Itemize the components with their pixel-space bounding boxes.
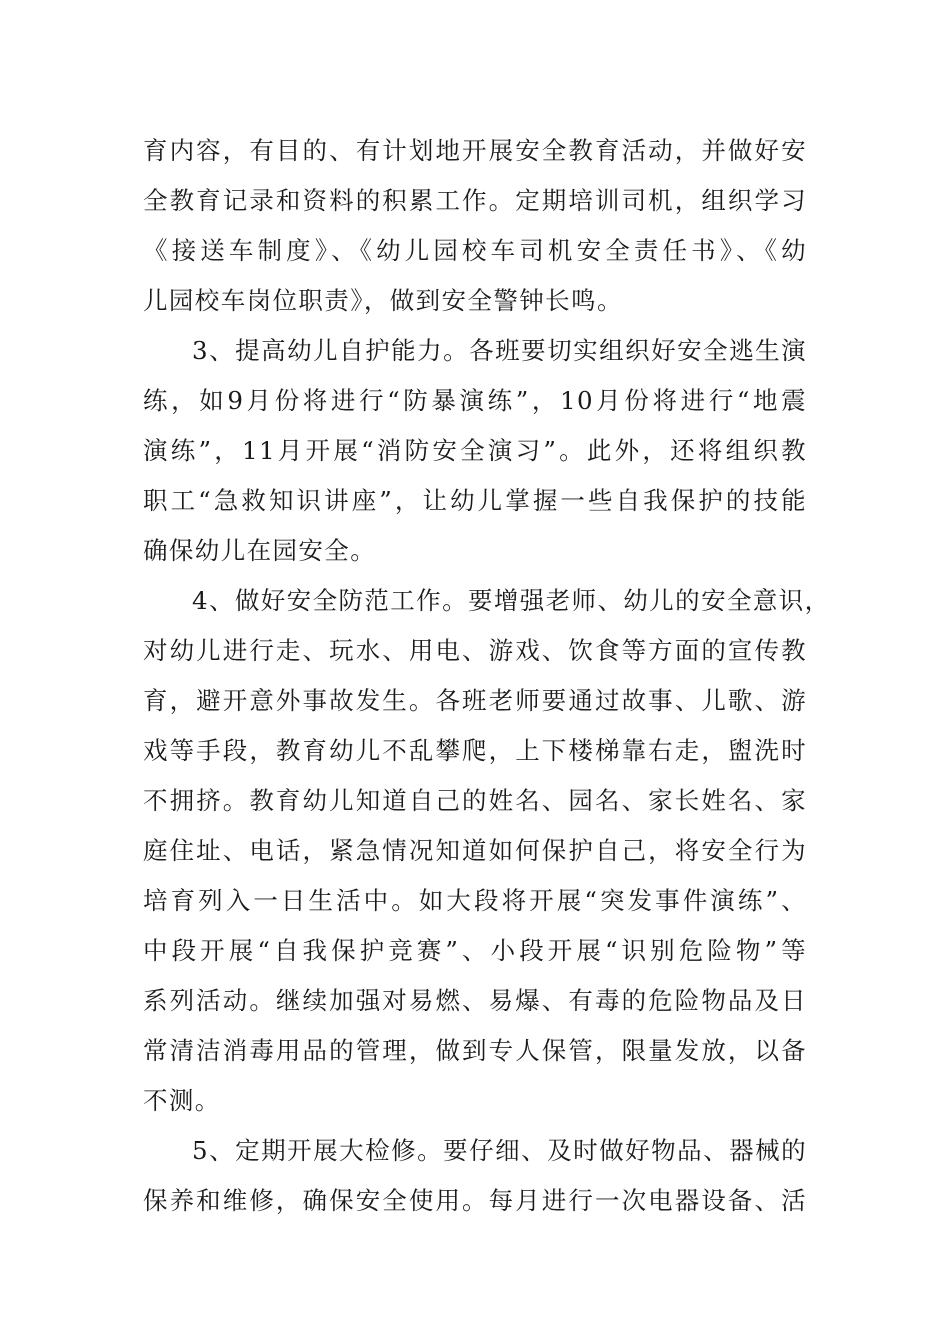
text-line: 不拥挤。教育幼儿知道自己的姓名、园名、家长姓名、家 [143, 786, 807, 815]
text-line: 培育列入一日生活中。如大段将开展“突发事件演练”、 [143, 886, 807, 915]
text-line: 练，如9月份将进行“防暴演练”，10月份将进行“地震 [143, 386, 807, 415]
text-line: 保养和维修，确保安全使用。每月进行一次电器设备、活 [143, 1186, 807, 1215]
text-line: 儿园校车岗位职责》，做到安全警钟长鸣。 [143, 286, 623, 315]
text-line: 4、做好安全防范工作。要增强老师、幼儿的安全意识， [192, 586, 831, 615]
text-line: 《接送车制度》、《幼儿园校车司机安全责任书》、《幼 [143, 236, 807, 265]
text-line: 育内容，有目的、有计划地开展安全教育活动，并做好安 [143, 136, 807, 165]
text-line: 常清洁消毒用品的管理，做到专人保管，限量发放，以备 [143, 1036, 807, 1065]
text-line: 中段开展“自我保护竞赛”、小段开展“识别危险物”等 [143, 936, 807, 965]
text-line: 3、提高幼儿自护能力。各班要切实组织好安全逃生演 [192, 336, 807, 365]
document-body [143, 126, 831, 1226]
text-line: 育，避开意外事故发生。各班老师要通过故事、儿歌、游 [143, 686, 807, 715]
text-line: 不测。 [143, 1086, 221, 1115]
text-line: 5、定期开展大检修。要仔细、及时做好物品、器械的 [192, 1136, 807, 1165]
text-line: 演练”，11月开展“消防安全演习”。此外，还将组织教 [143, 436, 807, 465]
text-line: 系列活动。继续加强对易燃、易爆、有毒的危险物品及日 [143, 986, 807, 1015]
text-line: 对幼儿进行走、玩水、用电、游戏、饮食等方面的宣传教 [143, 636, 807, 665]
text-line: 职工“急救知识讲座”，让幼儿掌握一些自我保护的技能 [143, 486, 807, 515]
text-line: 全教育记录和资料的积累工作。定期培训司机，组织学习 [143, 186, 807, 215]
text-line: 戏等手段，教育幼儿不乱攀爬，上下楼梯靠右走，盥洗时 [143, 736, 807, 765]
text-line: 确保幼儿在园安全。 [143, 536, 377, 565]
text-line: 庭住址、电话，紧急情况知道如何保护自己，将安全行为 [143, 836, 807, 865]
